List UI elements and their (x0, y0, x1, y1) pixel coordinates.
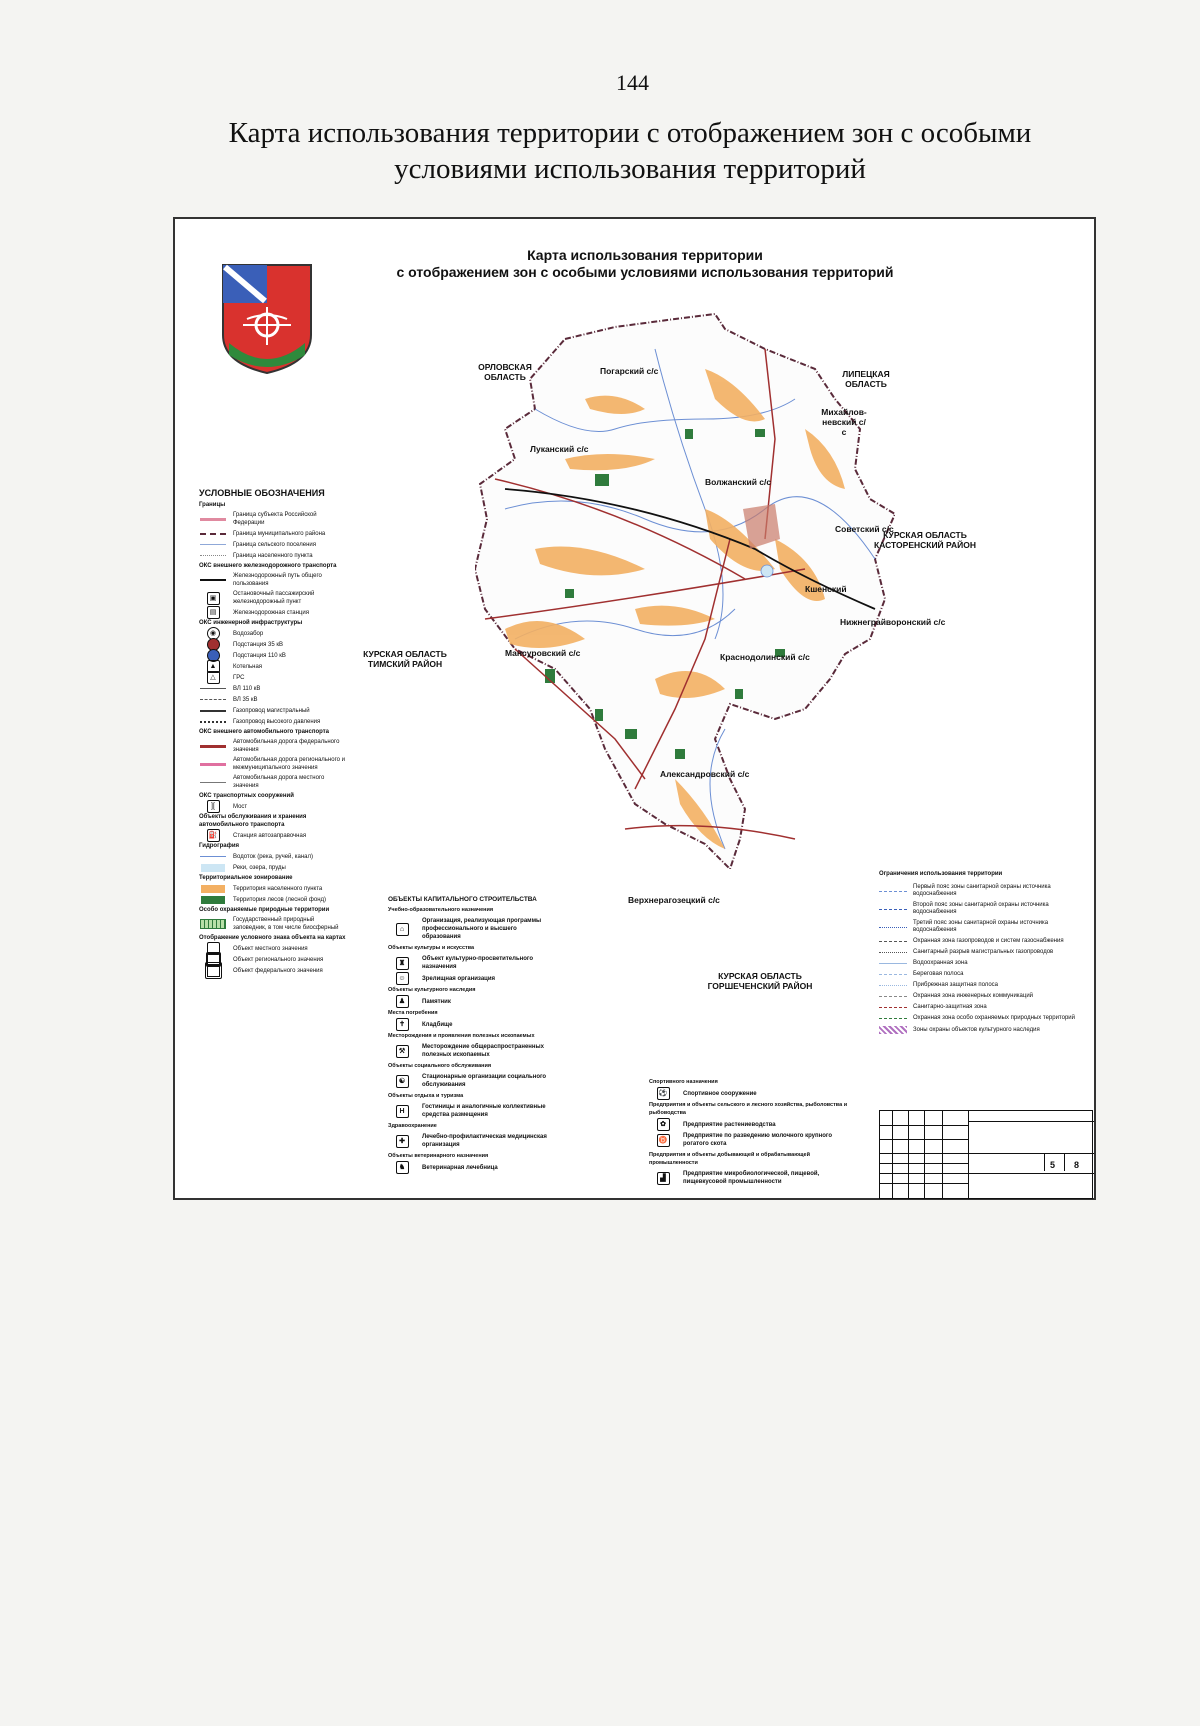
legend-item: ⌂ Организация, реализующая программы профессионального и высшего образования (388, 917, 548, 941)
legend-item: Третий пояс зоны санитарной охраны источника водоснабжения (879, 920, 1079, 934)
monument-icon: ♟ (396, 995, 409, 1008)
legend-item: ][ Мост (199, 802, 349, 811)
legend-item: ♜ Объект культурно-просветительного назначения (388, 955, 548, 971)
capital-heading: ОБЪЕКТЫ КАПИТАЛЬНОГО СТРОИТЕЛЬСТВА (388, 896, 537, 903)
capital-objects-legend: ОБЪЕКТЫ КАПИТАЛЬНОГО СТРОИТЕЛЬСТВА Учебно-образовательного назначения ⌂ Организация, реализующая программы профессионального и высшего образования Объекты культуры и искусства ♜ Объект культурно-просветительного назначения ☺ Зрелищная организация Объекты культурного наследия ♟ Памятник Места погребения ✝ Кладбище Месторождения и проявления полезных ископаемых ⚒ Месторождение общераспространенных полезных ископаемых Объекты социального обслуживания ☯ Стационарные организации социального обслуживания Объекты отдыха и туризма H Гостиницы и аналогичные коллективные средства размещения Здравоохранение ✚ Лечебно-профилактическая медицинская организация Объекты ветеринарного назначения ♞ Ветеринарная лечебница (388, 896, 548, 1175)
legend-section: Особо охраняемые природные территории (199, 907, 330, 913)
region-tim: КУРСКАЯ ОБЛАСТЬ ТИМСКИЙ РАЙОН (363, 649, 447, 669)
legend-item: Водоохранная зона (879, 960, 1079, 967)
settlement-volzhan: Волжанский с/с (705, 477, 772, 487)
cattle-icon: ♉ (657, 1134, 670, 1147)
legend-item: Граница муниципального района (199, 529, 349, 538)
settlement-mansur: Мансуровский с/с (505, 648, 581, 658)
legend-item: Прибрежная защитная полоса (879, 982, 1079, 989)
map-title-line1: Карта использования территории (527, 247, 763, 263)
legend-section: ОКС внешнего автомобильного транспорта (199, 729, 330, 735)
legend-item: △ ГРС (199, 673, 349, 682)
legend-item: Государственный природный заповедник, в том числе биосферный (199, 916, 349, 932)
settlement-nizhnegrai: Нижнеграйворонский с/с (840, 617, 946, 627)
education-icon: ⌂ (396, 923, 409, 936)
legend-section: Гидрография (199, 843, 240, 849)
legend-item: Объект регионального значения (199, 955, 349, 964)
map-sheet (173, 217, 1096, 1200)
sport-icon: ⚽ (657, 1087, 670, 1100)
legend-item: Реки, озера, пруды (199, 863, 349, 872)
map-title-line2: с отображением зон с особыми условиями использования территорий (396, 264, 894, 280)
lake (761, 565, 773, 577)
legend-item: ✚ Лечебно-профилактическая медицинская организация (388, 1133, 548, 1149)
settlement-kshen: Кшенский (805, 584, 847, 594)
legend-item: ВЛ 110 кВ (199, 684, 349, 693)
legend-section: Объекты обслуживания и хранения автомобильного транспорта (199, 814, 307, 828)
legend (199, 489, 349, 977)
restrictions-legend (879, 871, 1079, 1038)
legend-item: Территория лесов (лесной фонд) (199, 895, 349, 904)
factory-icon: ▟ (657, 1172, 670, 1185)
legend-item: Второй пояс зоны санитарной охраны источника водоснабжения (879, 902, 1079, 916)
bridge-icon: ][ (207, 800, 220, 813)
legend-item: ✿ Предприятие растениеводства (649, 1120, 849, 1129)
legend-item: Охранная зона инженерных коммуникаций (879, 993, 1079, 1000)
crops-icon: ✿ (657, 1118, 670, 1131)
legend-section: ОКС транспортных сооружений (199, 793, 294, 799)
document-title (170, 115, 1090, 187)
legend-item: ▟ Предприятие микробиологической, пищевой, пищевкусовой промышленности (649, 1170, 849, 1186)
sheet-count: 8 (1074, 1160, 1080, 1170)
mining-icon: ⚒ (396, 1045, 409, 1058)
page-number: 144 (616, 70, 649, 95)
coat-of-arms-icon (221, 263, 313, 375)
legend-item: Автомобильная дорога регионального и межмуниципального значения (199, 756, 349, 772)
legend-item: ♉ Предприятие по разведению молочного крупного рогатого скота (649, 1132, 849, 1148)
legend-item: ⚽ Спортивное сооружение (649, 1089, 849, 1098)
legend-item: ♞ Ветеринарная лечебница (388, 1163, 548, 1172)
legend-item: Газопровод высокого давления (199, 717, 349, 726)
legend-item: ▣ Остановочный пассажирский железнодорожный пункт (199, 590, 349, 606)
settlement-pogar: Погарский с/с (600, 366, 659, 376)
restrictions-heading: Ограничения использования территории (879, 871, 1003, 877)
vet-icon: ♞ (396, 1161, 409, 1174)
legend-item: Объект федерального значения (199, 966, 349, 975)
region-kastor: КУРСКАЯ ОБЛАСТЬ КАСТОРЕНСКИЙ РАЙОН (874, 530, 976, 550)
settlement-mikhailov: Михайлов-невский с/с (821, 407, 867, 437)
federal-object-icon (205, 962, 222, 979)
legend-item: Граница населенного пункта (199, 551, 349, 560)
legend-item: Первый пояс зоны санитарной охраны источника водоснабжения (879, 884, 1079, 898)
legend-item: Граница сельского поселения (199, 540, 349, 549)
legend-heading: УСЛОВНЫЕ ОБОЗНАЧЕНИЯ (199, 488, 325, 498)
legend-section: ОКС инженерной инфраструктуры (199, 620, 303, 626)
legend-item: Береговая полоса (879, 971, 1079, 978)
legend-item: Охранная зона газопроводов и систем газоснабжения (879, 938, 1079, 945)
legend-item: ⚒ Месторождение общераспространенных полезных ископаемых (388, 1043, 548, 1059)
legend-item: ☯ Стационарные организации социального обслуживания (388, 1073, 548, 1089)
legend-section: Отображение условного знака объекта на картах (199, 935, 346, 941)
boiler-icon: ▲ (207, 660, 220, 673)
gas-station-icon: ⛽ (207, 829, 220, 842)
legend-section: ОКС внешнего железнодорожного транспорта (199, 563, 337, 569)
settlement-sovet: Советский с/с (835, 524, 894, 534)
hotel-icon: H (396, 1105, 409, 1118)
legend-item: ☺ Зрелищная организация (388, 974, 548, 983)
medical-icon: ✚ (396, 1135, 409, 1148)
legend-item: Подстанция 35 кВ (199, 640, 349, 649)
sheet-number: 5 (1050, 1160, 1056, 1170)
legend-section: Территориальное зонирование (199, 875, 293, 881)
grs-icon: △ (207, 671, 220, 684)
region-lipetsk: ЛИПЕЦКАЯ ОБЛАСТЬ (842, 369, 890, 389)
rail-stop-icon: ▣ (207, 592, 220, 605)
legend-item: ♟ Памятник (388, 997, 548, 1006)
legend-item: Граница субъекта Российской Федерации (199, 511, 349, 527)
legend-item: ВЛ 35 кВ (199, 695, 349, 704)
legend-item: ✝ Кладбище (388, 1020, 548, 1029)
legend-item: ▤ Железнодорожная станция (199, 608, 349, 617)
legend-item: Зоны охраны объектов культурного наследия (879, 1026, 1079, 1034)
legend-item: Санитарно-защитная зона (879, 1004, 1079, 1011)
culture-icon: ♜ (396, 957, 409, 970)
legend-item: Водоток (река, ручей, канал) (199, 852, 349, 861)
settlement-aleksandr: Александровский с/с (660, 769, 750, 779)
water-intake-icon: ◉ (207, 627, 220, 640)
map-title (375, 247, 915, 281)
legend-item: Автомобильная дорога местного значения (199, 774, 349, 790)
legend-item: ▲ Котельная (199, 662, 349, 671)
legend-item: ◉ Водозабор (199, 629, 349, 638)
cemetery-icon: ✝ (396, 1018, 409, 1031)
legend-item: ⛽ Станция автозаправочная (199, 831, 349, 840)
legend-section: Границы (199, 502, 226, 508)
settlement-verkhneragoz: Верхнерагозецкий с/с (628, 895, 720, 905)
document-title-line2: условиями использования территорий (394, 153, 866, 185)
document-title-line1: Карта использования территории с отображением зон с особыми (228, 117, 1032, 149)
region-orel: ОРЛОВСКАЯ ОБЛАСТЬ (478, 362, 532, 382)
settlement-lukin: Луканский с/с (530, 444, 589, 454)
settlement-krasnodolin: Краснодолинский с/с (720, 652, 810, 662)
social-icon: ☯ (396, 1075, 409, 1088)
legend-item: Газопровод магистральный (199, 706, 349, 715)
title-block (879, 1110, 1093, 1199)
theatre-icon: ☺ (396, 972, 409, 985)
legend-item: Подстанция 110 кВ (199, 651, 349, 660)
rail-station-icon: ▤ (207, 606, 220, 619)
legend-item: Автомобильная дорога федерального значения (199, 738, 349, 754)
legend-item: Объект местного значения (199, 944, 349, 953)
capital-objects-legend-2: Спортивного назначения ⚽ Спортивное сооружение Предприятия и объекты сельского и лесного хозяйства, рыболовства и рыбоводства ✿ Предприятие растениеводства ♉ Предприятие по разведению молочного крупного рогатого скота Предприятия и объекты добывающей и обрабатывающей промышленности ▟ Предприятие микробиологической, пищевой, пищевкусовой промышленности (649, 1079, 848, 1185)
legend-item: Железнодорожный путь общего пользования (199, 572, 349, 588)
region-gorshech: КУРСКАЯ ОБЛАСТЬ ГОРШЕЧЕНСКИЙ РАЙОН (707, 971, 813, 991)
legend-item: Охранная зона особо охраняемых природных территорий (879, 1015, 1079, 1022)
legend-item: H Гостиницы и аналогичные коллективные средства размещения (388, 1103, 548, 1119)
legend-item: Территория населенного пункта (199, 884, 349, 893)
legend-item: Санитарный разрыв магистральных газопроводов (879, 949, 1079, 956)
